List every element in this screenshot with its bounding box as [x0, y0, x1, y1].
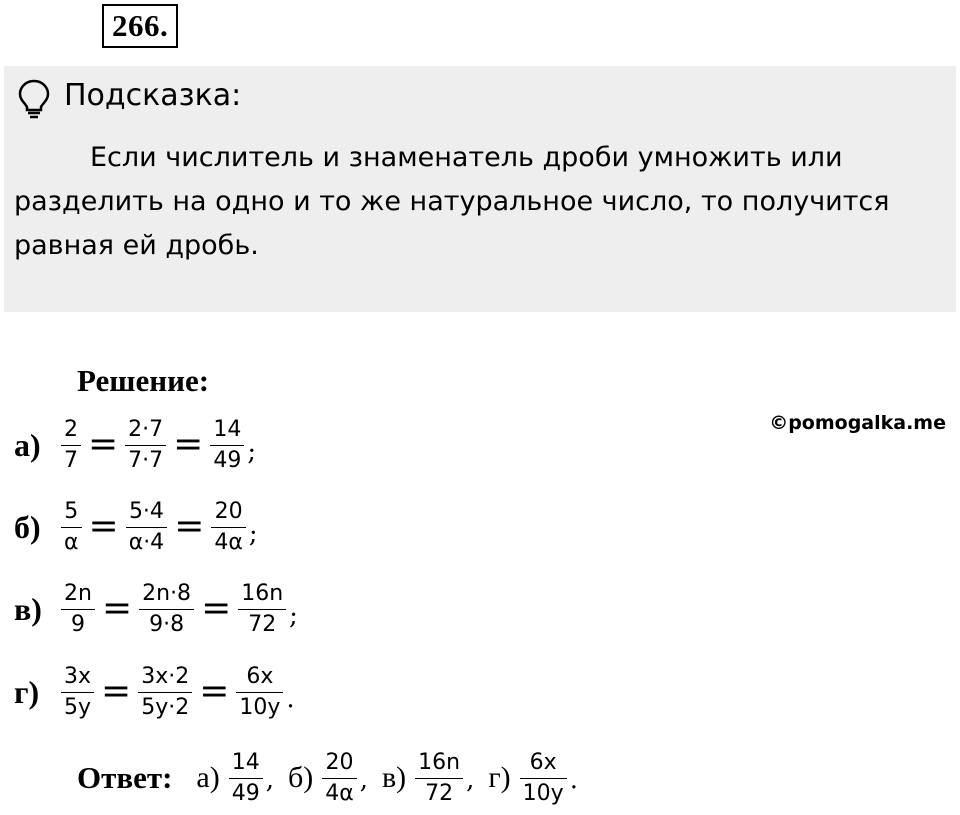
equals-sign: =: [101, 671, 132, 712]
numerator: 14: [231, 749, 260, 775]
row-end-punct: .: [286, 684, 295, 714]
fraction: [61, 497, 82, 558]
equals-sign: =: [174, 506, 205, 547]
denominator: 4α: [214, 529, 243, 555]
denominator: 9·8: [149, 611, 185, 637]
denominator: α: [64, 529, 79, 555]
denominator: 7: [64, 447, 78, 473]
numerator: 2·7: [128, 416, 164, 442]
answer-item-punct: .: [569, 764, 578, 795]
row-label: в): [14, 590, 42, 627]
denominator: 72: [425, 780, 454, 806]
fraction: [236, 662, 283, 723]
numerator: 16n: [418, 749, 461, 775]
denominator: 49: [231, 780, 260, 806]
fraction: [229, 748, 263, 809]
answer-item-punct: ,: [265, 764, 274, 795]
solution-title: Решение:: [77, 363, 210, 398]
problem-number: [102, 4, 178, 48]
solution-row: [14, 409, 256, 481]
equals-sign: =: [88, 506, 119, 547]
fraction: [210, 415, 244, 476]
equals-sign: =: [88, 424, 119, 465]
numerator: 3x: [64, 663, 92, 689]
numerator: 6x: [529, 749, 557, 775]
answer-label: Ответ:: [77, 760, 173, 795]
hint-title: Подсказка:: [64, 78, 242, 113]
numerator: 2n: [64, 580, 92, 606]
numerator: 3x·2: [141, 663, 190, 689]
denominator: 10y: [239, 694, 281, 720]
fraction: [125, 415, 166, 476]
denominator: 72: [248, 611, 277, 637]
fraction: [126, 497, 168, 558]
numerator: 2: [64, 416, 78, 442]
denominator: 7·7: [128, 447, 164, 473]
fraction: [238, 579, 286, 640]
numerator: 6x: [246, 663, 274, 689]
equals-sign: =: [201, 588, 232, 629]
solution-row: [14, 656, 295, 728]
fraction: [61, 579, 95, 640]
answer-item-punct: ,: [466, 764, 475, 795]
answer-item-punct: ,: [359, 764, 369, 795]
equals-sign: =: [199, 671, 230, 712]
numerator: 2n·8: [142, 580, 192, 606]
denominator: 4α: [325, 780, 354, 806]
fraction: [415, 748, 463, 809]
denominator: 10y: [522, 780, 564, 806]
problem-number-suffix: .: [160, 8, 169, 43]
answer-item-label: г): [488, 761, 511, 794]
solution-row: [14, 573, 298, 645]
row-label: б): [14, 508, 41, 545]
numerator: 5: [64, 498, 79, 524]
lightbulb-icon: [17, 79, 51, 119]
numerator: 20: [325, 749, 354, 775]
numerator: 16n: [241, 580, 284, 606]
numerator: 5·4: [128, 498, 164, 524]
numerator: 14: [213, 416, 242, 442]
denominator: 49: [213, 447, 242, 473]
denominator: 5y: [64, 694, 92, 720]
fraction: [139, 579, 194, 640]
answer-item-label: б): [287, 761, 314, 794]
fraction: [61, 662, 94, 723]
fraction: [61, 415, 81, 476]
fraction: [520, 748, 567, 809]
row-end-punct: ;: [248, 519, 258, 549]
hint-text: Если числитель и знаменатель дроби умножить или разделить на одно и то же натуральное число, то получится равная ей дробь.: [14, 142, 890, 261]
solution-row: [14, 491, 258, 563]
problem-number-text: 266: [112, 8, 160, 43]
answer-line: [77, 742, 578, 814]
answer-item-label: в): [382, 761, 407, 794]
row-end-punct: ;: [247, 437, 257, 467]
hint-box: [4, 66, 956, 312]
denominator: 5y·2: [141, 694, 190, 720]
answer-item-label: а): [196, 761, 220, 794]
row-label: а): [14, 426, 41, 463]
numerator: 20: [214, 498, 243, 524]
fraction: [322, 748, 357, 809]
equals-sign: =: [173, 424, 204, 465]
fraction: [211, 497, 246, 558]
row-label: г): [14, 673, 40, 710]
fraction: [138, 662, 192, 723]
watermark: ©pomogalka.me: [769, 412, 946, 434]
row-end-punct: ;: [289, 601, 298, 631]
equals-sign: =: [101, 588, 133, 629]
denominator: α·4: [128, 529, 165, 555]
denominator: 9: [70, 611, 85, 637]
